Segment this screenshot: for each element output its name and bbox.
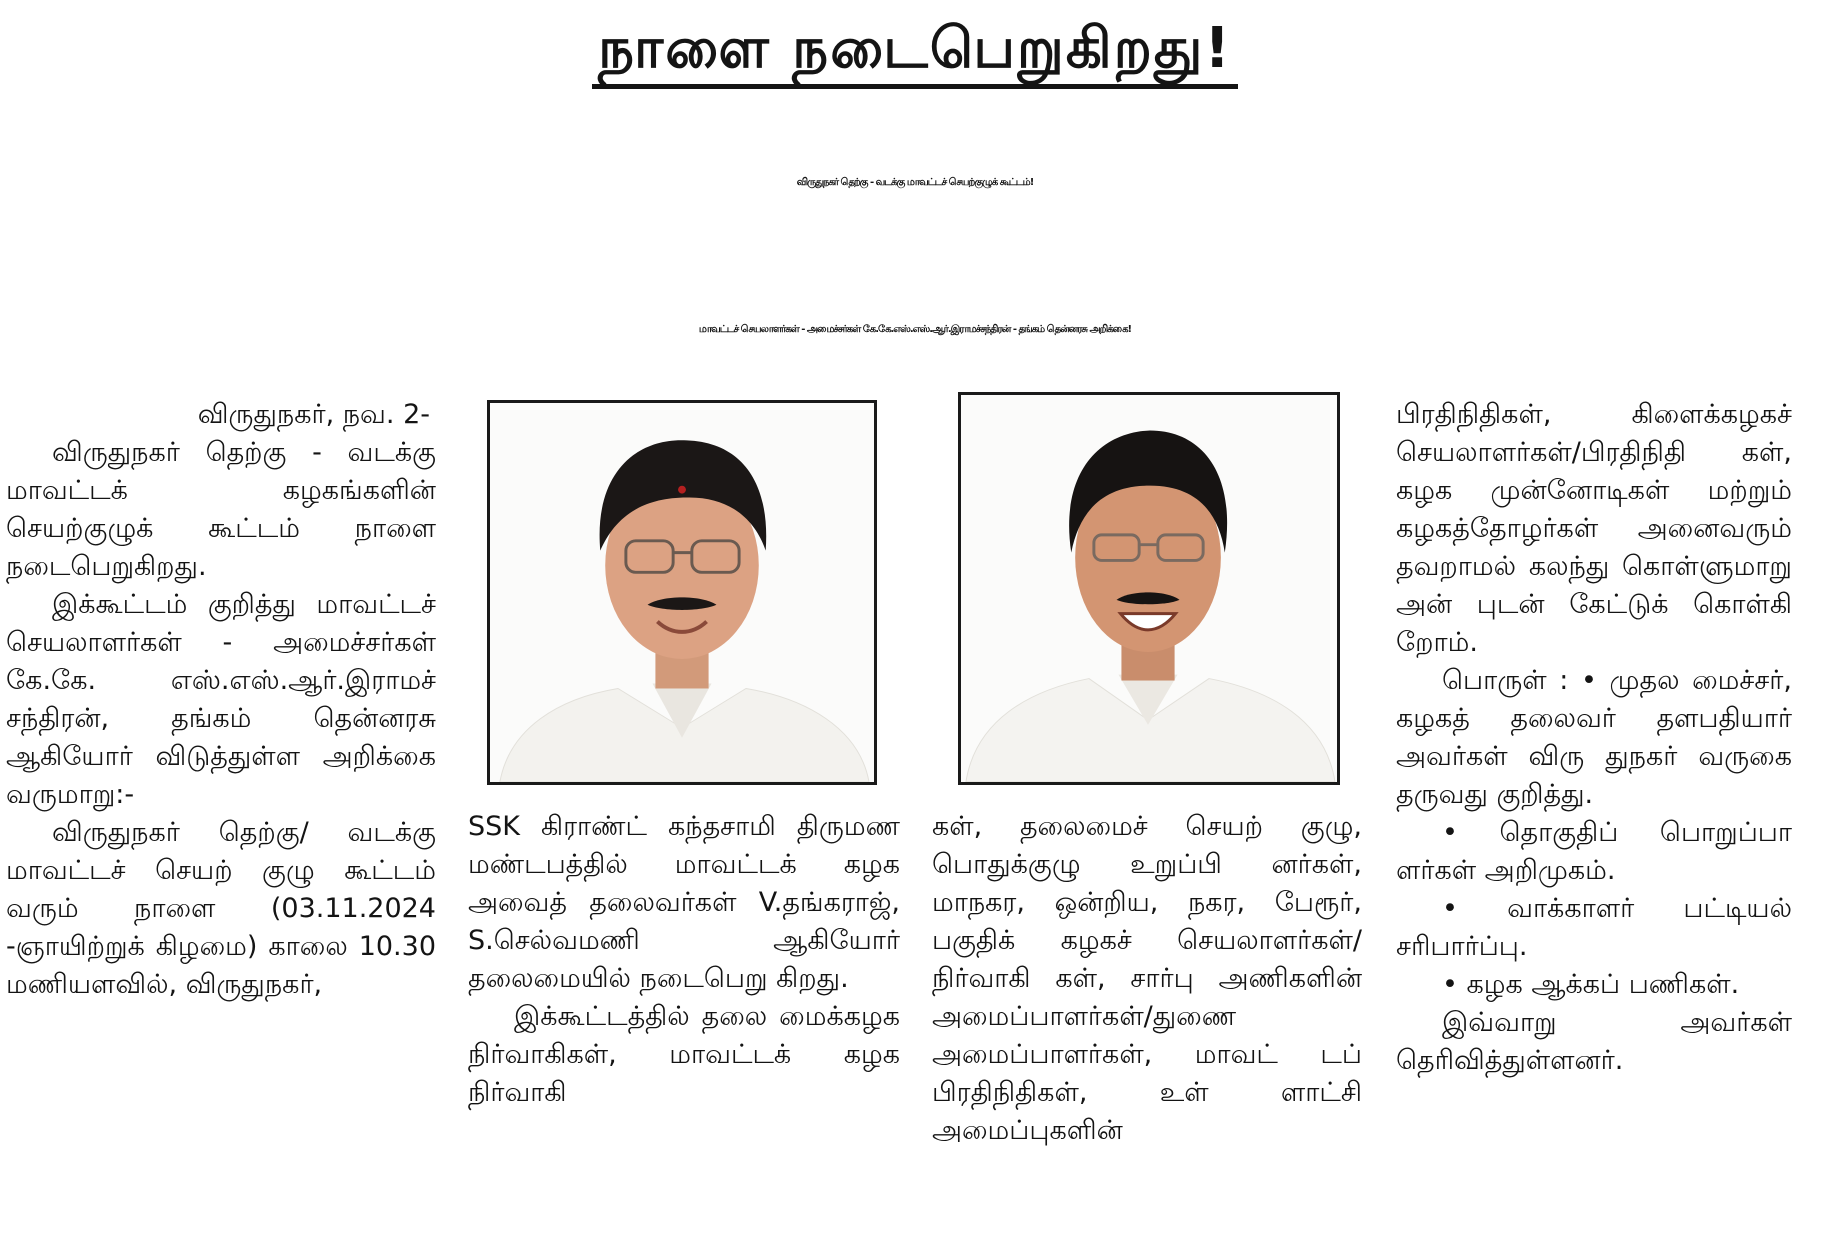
bullet-item: • வாக்காளர் பட்டியல் சரிபார்ப்பு. [1396,893,1792,962]
dateline: விருதுநகர், நவ. 2- [197,399,430,430]
column-2 [468,808,900,1112]
paragraph: இக்கூட்டத்தில் தலை மைக்கழக நிர்வாகிகள், மாவட்டக் கழக நிர்வாகி [468,1001,900,1108]
paragraph: SSK கிராண்ட் கந்தசாமி திருமண மண்டபத்தில் மாவட்டக் கழக அவைத் தலைவர்கள் V.தங்கராஜ், S.செல்வமணி ஆகியோர் தலைமையில் நடைபெறு கிறது. [468,811,900,994]
paragraph: விருதுநகர் தெற்கு - வடக்கு மாவட்டக் கழகங்களின் செயற்குழுக் கூட்டம் நாளை நடைபெறுகிறது. [6,437,436,582]
portrait-image-1 [490,403,874,782]
paragraph: பிரதிநிதிகள், கிளைக்கழகச் செயலாளர்கள்/பிரதிநிதி கள், கழக முன்னோடிகள் மற்றும் கழகத்தோழர்கள் அனைவரும் தவறாமல் கலந்து கொள்ளுமாறு அன் புடன் கேட்டுக் கொள்கி றோம். [1396,399,1792,658]
paragraph: இவ்வாறு அவர்கள் தெரிவித்துள்ளனர். [1396,1007,1792,1076]
bullet-item: • தொகுதிப் பொறுப்பா ளர்கள் அறிமுகம். [1396,817,1792,886]
paragraph: இக்கூட்டம் குறித்து மாவட்டச் செயலாளர்கள் - அமைச்சர்கள் கே.கே. எஸ்.எஸ்.ஆர்.இராமச் சந்திரன், தங்கம் தென்னரசு ஆகியோர் விடுத்துள்ள அறிக்கை வருமாறு:- [6,589,436,810]
paragraph: விருதுநகர் தெற்கு/ வடக்கு மாவட்டச் செயற் குழு கூட்டம் வரும் நாளை (03.11.2024 -ஞாயிற்றுக் கிழமை) காலை 10.30 மணியளவில், விருதுநகர், [6,817,436,1000]
column-4 [1396,396,1792,1080]
headline: விருதுநகர் தெற்கு - வடக்கு மாவட்டச் செயற்குழுக் கூட்டம்! [796,177,1034,188]
subheadline: மாவட்டச் செயலாளர்கள் - அமைச்சர்கள் கே.கே.எஸ்.எஸ்.ஆர்.இராமச்சந்திரன் - தங்கம் தென்னரசு அறிக்கை! [698,324,1132,335]
column-3 [932,808,1362,1150]
kicker-heading [0,14,1830,89]
bullet-item: • கழக ஆக்கப் பணிகள். [1442,969,1740,1000]
column-1 [6,396,436,1004]
portrait-image-2 [961,395,1337,782]
kicker-text: நாளை நடைபெறுகிறது! [592,14,1238,89]
paragraph: கள், தலைமைச் செயற் குழு, பொதுக்குழு உறுப்பி னர்கள், மாநகர, ஒன்றிய, நகர, பேரூர், பகுதிக் கழகச் செயலாளர்கள்/நிர்வாகி கள், சார்பு அணிகளின் அமைப்பாளர்கள்/துணை அமைப்பாளர்கள், மாவட் டப் பிரதிநிதிகள், உள் ளாட்சி அமைப்புகளின் [932,811,1362,1146]
portrait-photo-right [958,392,1340,785]
portrait-photo-left [487,400,877,785]
paragraph: பொருள் : • முதல மைச்சர், கழகத் தலைவர் தளபதியார் அவர்கள் விரு துநகர் வருகை தருவது குறித்து. [1396,665,1792,810]
